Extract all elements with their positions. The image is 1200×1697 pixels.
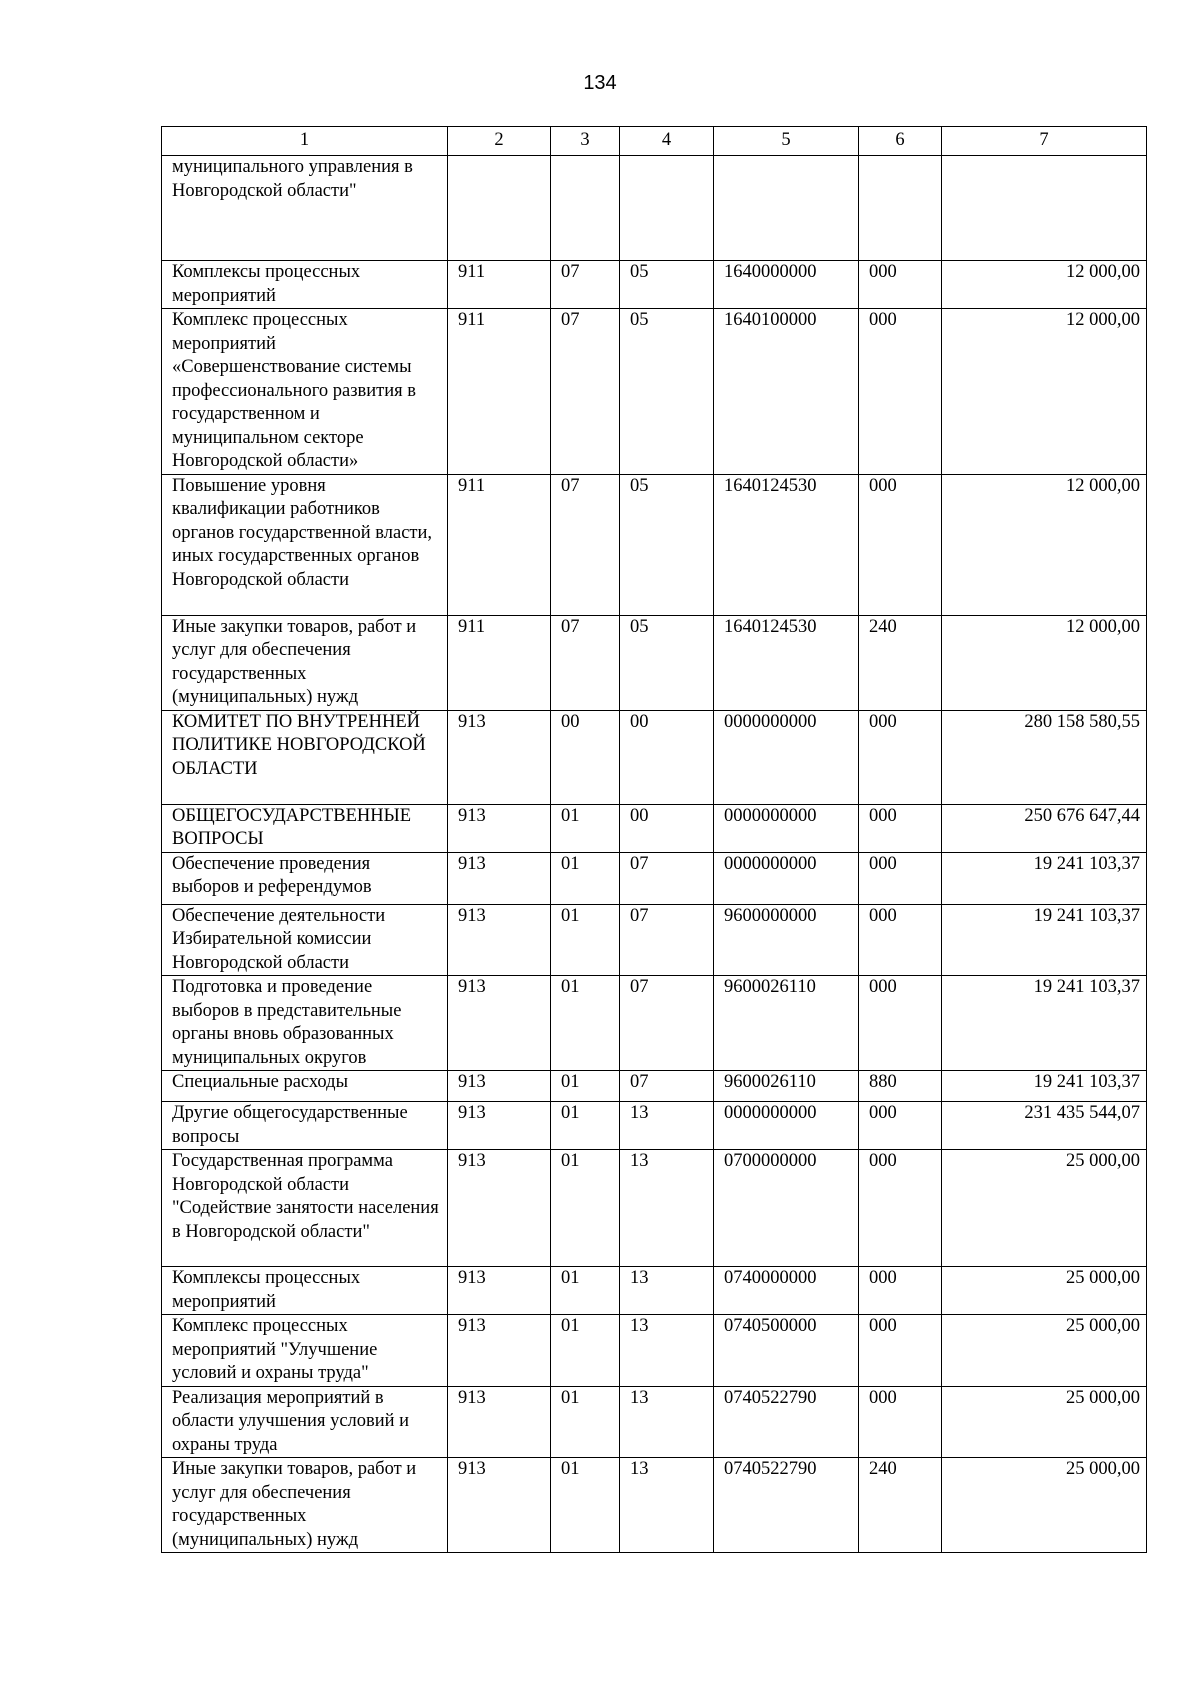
row-name: муниципального управления в Новгородской области" [162, 156, 448, 261]
cell-target-article: 0000000000 [714, 852, 859, 904]
column-header: 2 [448, 127, 551, 156]
column-header: 6 [859, 127, 942, 156]
cell-ministry: 913 [448, 1150, 551, 1267]
cell-expense-type [859, 156, 942, 261]
cell-target-article: 1640124530 [714, 474, 859, 615]
cell-subsection: 13 [620, 1150, 714, 1267]
table-row [162, 1150, 1147, 1267]
row-name: Повышение уровня квалификации работников органов государственной власти, иных государственных органов Новгородской области [162, 474, 448, 615]
table-row [162, 1071, 1147, 1102]
cell-subsection: 13 [620, 1458, 714, 1553]
column-header: 7 [942, 127, 1147, 156]
cell-ministry: 913 [448, 1102, 551, 1150]
cell-expense-type: 000 [859, 1267, 942, 1315]
cell-subsection: 05 [620, 615, 714, 710]
row-name: Комплекс процессных мероприятий «Совершенствование системы профессионального развития в государственном и муниципальном секторе Новгородской области» [162, 309, 448, 475]
row-name: КОМИТЕТ ПО ВНУТРЕННЕЙ ПОЛИТИКЕ НОВГОРОДСКОЙ ОБЛАСТИ [162, 710, 448, 804]
cell-section: 01 [551, 804, 620, 852]
cell-amount: 12 000,00 [942, 474, 1147, 615]
cell-target-article: 0740000000 [714, 1267, 859, 1315]
column-header: 1 [162, 127, 448, 156]
row-name: Реализация мероприятий в области улучшения условий и охраны труда [162, 1386, 448, 1458]
row-name: Обеспечение проведения выборов и референдумов [162, 852, 448, 904]
cell-ministry: 913 [448, 976, 551, 1071]
cell-section: 01 [551, 1150, 620, 1267]
cell-ministry [448, 156, 551, 261]
cell-target-article: 0740522790 [714, 1458, 859, 1553]
row-name: Иные закупки товаров, работ и услуг для обеспечения государственных (муниципальных) нужд [162, 1458, 448, 1553]
cell-subsection: 05 [620, 309, 714, 475]
cell-ministry: 911 [448, 261, 551, 309]
cell-amount: 19 241 103,37 [942, 852, 1147, 904]
cell-section: 00 [551, 710, 620, 804]
cell-ministry: 913 [448, 804, 551, 852]
cell-amount: 25 000,00 [942, 1267, 1147, 1315]
header-row [162, 127, 1147, 156]
column-header: 3 [551, 127, 620, 156]
cell-target-article: 0000000000 [714, 1102, 859, 1150]
cell-section: 01 [551, 852, 620, 904]
cell-amount: 19 241 103,37 [942, 904, 1147, 976]
cell-ministry: 913 [448, 710, 551, 804]
cell-subsection: 13 [620, 1267, 714, 1315]
cell-expense-type: 000 [859, 1386, 942, 1458]
cell-expense-type: 000 [859, 1102, 942, 1150]
table-row [162, 261, 1147, 309]
cell-amount [942, 156, 1147, 261]
cell-subsection: 13 [620, 1315, 714, 1387]
row-name: Обеспечение деятельности Избирательной комиссии Новгородской области [162, 904, 448, 976]
budget-table [161, 126, 1147, 1553]
cell-section: 01 [551, 976, 620, 1071]
row-name: Другие общегосударственные вопросы [162, 1102, 448, 1150]
cell-target-article: 0000000000 [714, 804, 859, 852]
table-row [162, 1315, 1147, 1387]
cell-section: 07 [551, 615, 620, 710]
table-row [162, 615, 1147, 710]
cell-amount: 25 000,00 [942, 1386, 1147, 1458]
cell-subsection: 07 [620, 1071, 714, 1102]
cell-amount: 280 158 580,55 [942, 710, 1147, 804]
cell-amount: 12 000,00 [942, 261, 1147, 309]
cell-section: 01 [551, 1315, 620, 1387]
cell-section: 07 [551, 474, 620, 615]
cell-amount: 250 676 647,44 [942, 804, 1147, 852]
cell-expense-type: 000 [859, 474, 942, 615]
cell-ministry: 911 [448, 309, 551, 475]
cell-subsection: 00 [620, 710, 714, 804]
cell-subsection: 07 [620, 976, 714, 1071]
table-row [162, 1102, 1147, 1150]
column-header: 4 [620, 127, 714, 156]
cell-ministry: 911 [448, 615, 551, 710]
cell-target-article [714, 156, 859, 261]
cell-ministry: 913 [448, 1267, 551, 1315]
cell-subsection: 00 [620, 804, 714, 852]
cell-target-article: 1640100000 [714, 309, 859, 475]
row-name: Подготовка и проведение выборов в представительные органы вновь образованных муниципальных округов [162, 976, 448, 1071]
page-number: 134 [583, 72, 617, 94]
cell-target-article: 9600000000 [714, 904, 859, 976]
table-row [162, 1386, 1147, 1458]
cell-section: 01 [551, 1386, 620, 1458]
row-name: Комплекс процессных мероприятий "Улучшение условий и охраны труда" [162, 1315, 448, 1387]
row-name: Специальные расходы [162, 1071, 448, 1102]
cell-ministry: 913 [448, 1458, 551, 1553]
cell-amount: 19 241 103,37 [942, 1071, 1147, 1102]
cell-expense-type: 240 [859, 1458, 942, 1553]
cell-target-article: 0700000000 [714, 1150, 859, 1267]
cell-ministry: 913 [448, 1386, 551, 1458]
cell-expense-type: 000 [859, 904, 942, 976]
row-name: ОБЩЕГОСУДАРСТВЕННЫЕ ВОПРОСЫ [162, 804, 448, 852]
cell-expense-type: 240 [859, 615, 942, 710]
cell-expense-type: 000 [859, 710, 942, 804]
cell-section: 01 [551, 1267, 620, 1315]
cell-ministry: 913 [448, 1315, 551, 1387]
cell-amount: 19 241 103,37 [942, 976, 1147, 1071]
table-row [162, 710, 1147, 804]
cell-expense-type: 000 [859, 1150, 942, 1267]
row-name: Комплексы процессных мероприятий [162, 1267, 448, 1315]
cell-subsection: 13 [620, 1386, 714, 1458]
cell-target-article: 0000000000 [714, 710, 859, 804]
cell-amount: 25 000,00 [942, 1315, 1147, 1387]
cell-amount: 12 000,00 [942, 309, 1147, 475]
cell-target-article: 0740522790 [714, 1386, 859, 1458]
cell-subsection: 05 [620, 474, 714, 615]
cell-expense-type: 000 [859, 309, 942, 475]
table-row [162, 976, 1147, 1071]
cell-section: 01 [551, 1071, 620, 1102]
cell-section: 01 [551, 1102, 620, 1150]
table-row [162, 804, 1147, 852]
table-row [162, 156, 1147, 261]
cell-section: 07 [551, 261, 620, 309]
cell-section: 01 [551, 1458, 620, 1553]
table-row [162, 904, 1147, 976]
cell-target-article: 0740500000 [714, 1315, 859, 1387]
cell-section: 07 [551, 309, 620, 475]
cell-target-article: 1640124530 [714, 615, 859, 710]
table-row [162, 474, 1147, 615]
cell-subsection: 05 [620, 261, 714, 309]
table-row [162, 852, 1147, 904]
cell-target-article: 9600026110 [714, 1071, 859, 1102]
cell-amount: 25 000,00 [942, 1458, 1147, 1553]
table-row [162, 309, 1147, 475]
cell-target-article: 1640000000 [714, 261, 859, 309]
cell-target-article: 9600026110 [714, 976, 859, 1071]
cell-expense-type: 000 [859, 976, 942, 1071]
row-name: Иные закупки товаров, работ и услуг для обеспечения государственных (муниципальных) нужд [162, 615, 448, 710]
cell-subsection: 13 [620, 1102, 714, 1150]
cell-expense-type: 000 [859, 261, 942, 309]
cell-subsection: 07 [620, 852, 714, 904]
cell-ministry: 913 [448, 904, 551, 976]
cell-amount: 231 435 544,07 [942, 1102, 1147, 1150]
cell-ministry: 911 [448, 474, 551, 615]
cell-section [551, 156, 620, 261]
cell-expense-type: 000 [859, 852, 942, 904]
cell-subsection: 07 [620, 904, 714, 976]
cell-expense-type: 000 [859, 804, 942, 852]
cell-expense-type: 000 [859, 1315, 942, 1387]
table-row [162, 1458, 1147, 1553]
cell-amount: 25 000,00 [942, 1150, 1147, 1267]
row-name: Комплексы процессных мероприятий [162, 261, 448, 309]
cell-ministry: 913 [448, 852, 551, 904]
row-name: Государственная программа Новгородской области "Содействие занятости населения в Новгородской области" [162, 1150, 448, 1267]
cell-expense-type: 880 [859, 1071, 942, 1102]
cell-section: 01 [551, 904, 620, 976]
cell-ministry: 913 [448, 1071, 551, 1102]
cell-subsection [620, 156, 714, 261]
table-row [162, 1267, 1147, 1315]
column-header: 5 [714, 127, 859, 156]
cell-amount: 12 000,00 [942, 615, 1147, 710]
